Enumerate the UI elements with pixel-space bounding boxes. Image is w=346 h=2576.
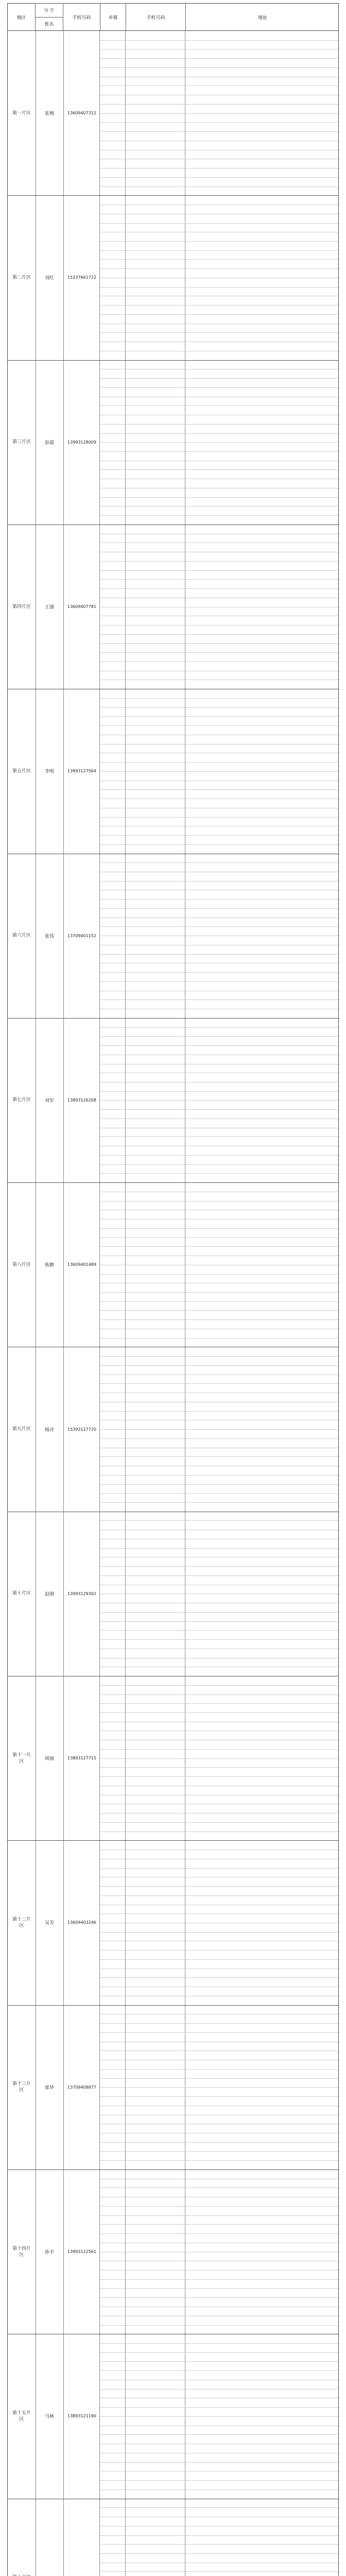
table-row xyxy=(99,1109,338,1110)
section-name: 第七片区 xyxy=(12,1097,31,1103)
section-name: 第八片区 xyxy=(12,1262,31,1267)
table-row xyxy=(99,1118,338,1119)
section-person: 郑华 xyxy=(44,2085,54,2091)
table-row xyxy=(99,643,338,644)
table-row xyxy=(99,1694,338,1695)
section-name: 第三片区 xyxy=(12,439,31,445)
table-row xyxy=(99,2480,338,2481)
header-town: 乡镇 xyxy=(100,4,126,30)
table-row xyxy=(99,2526,338,2527)
table-body xyxy=(8,31,338,2576)
table-row xyxy=(99,250,338,251)
table-row xyxy=(99,2224,338,2225)
table-row xyxy=(99,2142,338,2143)
section-person: 杨洋 xyxy=(44,1427,54,1433)
table-row xyxy=(99,1493,338,1494)
section-name: 第十一片区 xyxy=(12,1752,31,1764)
table-row xyxy=(99,58,338,59)
table-row xyxy=(99,2023,338,2024)
table-row xyxy=(99,1164,338,1165)
table-row xyxy=(99,2279,338,2280)
table-row xyxy=(99,1630,338,1631)
header-group-block xyxy=(36,4,63,30)
section-person: 张伟 xyxy=(44,934,54,939)
table-row xyxy=(99,2087,338,2088)
section-person: 张梅 xyxy=(44,111,54,117)
table-row xyxy=(99,634,338,635)
table-row xyxy=(99,1822,338,1823)
header-group: 分 片 xyxy=(44,8,55,14)
table-row xyxy=(99,1813,338,1814)
section-person: 李明 xyxy=(44,769,54,775)
table-row xyxy=(99,2032,338,2033)
section-phone: 13993129302 xyxy=(67,1591,96,1596)
table-row xyxy=(99,908,338,909)
section-phone: 13993122561 xyxy=(67,2249,96,2255)
table-row xyxy=(99,771,338,772)
section-person: 刘军 xyxy=(44,1098,54,1104)
header-village-phone: 手机号码 xyxy=(126,4,186,30)
section-phone: 15337661722 xyxy=(67,275,96,280)
table-row xyxy=(99,1365,338,1366)
table-row xyxy=(99,1959,338,1960)
table-row xyxy=(99,515,338,516)
section-phone: 13709401152 xyxy=(67,933,96,938)
table-row xyxy=(99,1310,338,1311)
section-name: 第十二片区 xyxy=(12,1917,31,1928)
table-row xyxy=(99,378,338,379)
section-name: 第五片区 xyxy=(12,768,31,774)
section-person: 赵刚 xyxy=(44,1591,54,1597)
table-row xyxy=(99,926,338,927)
table-row xyxy=(99,2507,338,2508)
table-row xyxy=(99,1895,338,1896)
table-row xyxy=(99,67,338,68)
table-row xyxy=(99,1484,338,1485)
table-row xyxy=(99,122,338,123)
table-header xyxy=(8,4,338,31)
table-row xyxy=(99,469,338,470)
table-row xyxy=(99,1977,338,1978)
table-row xyxy=(99,405,338,406)
table-row xyxy=(99,1027,338,1028)
section-person xyxy=(36,2499,63,2576)
table-row xyxy=(99,2343,338,2344)
table-row xyxy=(99,104,338,105)
section-person: 吴芳 xyxy=(44,1921,54,1926)
table-row xyxy=(99,433,338,434)
section-phone: 13609401489 xyxy=(67,1262,96,1267)
section-person: 王强 xyxy=(44,605,54,611)
header-name: 姓名 xyxy=(36,17,63,31)
table-row xyxy=(99,451,338,452)
table-row xyxy=(99,1045,338,1046)
table-row xyxy=(99,1566,338,1567)
section-person: 周丽 xyxy=(44,1756,54,1762)
table-row xyxy=(99,1612,338,1613)
header-phone: 手机号码 xyxy=(63,4,100,30)
table-row xyxy=(99,1036,338,1037)
directory-table xyxy=(7,3,339,2576)
table-row xyxy=(99,305,338,306)
table-row xyxy=(99,223,338,224)
section-person: 彭霞 xyxy=(44,440,54,446)
section-person: 刘红 xyxy=(44,276,54,281)
table-row xyxy=(99,497,338,498)
section-name: 第四片区 xyxy=(12,604,31,609)
table-row xyxy=(99,1383,338,1384)
section-phone: 15393127720 xyxy=(67,1427,96,1432)
table-row xyxy=(99,131,338,132)
table-row xyxy=(99,1950,338,1951)
section-name: 第十五片区 xyxy=(12,2410,31,2422)
table-row xyxy=(99,981,338,982)
section-phone: 13993127564 xyxy=(67,769,96,774)
table-row xyxy=(99,1932,338,1933)
table-row xyxy=(99,40,338,41)
table-row xyxy=(99,2069,338,2070)
table-row xyxy=(99,1475,338,1476)
table-row xyxy=(99,332,338,333)
table-row xyxy=(99,1758,338,1759)
table-row xyxy=(99,817,338,818)
table-row xyxy=(99,1301,338,1302)
table-row xyxy=(99,2462,338,2463)
table-row xyxy=(99,1228,338,1229)
table-row xyxy=(99,1456,338,1457)
table-row xyxy=(99,1749,338,1750)
table-row xyxy=(99,2206,338,2207)
table-row xyxy=(99,844,338,845)
table-row xyxy=(99,2416,338,2417)
table-row xyxy=(99,1411,338,1412)
table-row xyxy=(99,2160,338,2161)
table-row xyxy=(99,2215,338,2216)
table-row xyxy=(99,862,338,863)
table-row xyxy=(99,1767,338,1768)
table-row xyxy=(99,424,338,425)
table-row xyxy=(99,1429,338,1430)
table-row xyxy=(99,561,338,562)
table-row xyxy=(99,1091,338,1092)
table-row xyxy=(99,1685,338,1686)
table-row xyxy=(99,1274,338,1275)
table-row xyxy=(99,2544,338,2545)
section-name: 第十片区 xyxy=(12,1591,31,1597)
column-divider xyxy=(125,31,126,2576)
header-address: 地址 xyxy=(257,15,267,21)
table-row xyxy=(99,707,338,708)
table-row xyxy=(99,2078,338,2079)
table-row xyxy=(99,1639,338,1640)
table-row xyxy=(99,2096,338,2097)
table-row xyxy=(99,1868,338,1869)
section-person: 陈静 xyxy=(44,1263,54,1268)
table-row xyxy=(99,259,338,260)
table-row xyxy=(99,1502,338,1503)
table-row xyxy=(99,2571,338,2572)
table-row xyxy=(99,177,338,178)
table-row xyxy=(99,2325,338,2326)
table-row xyxy=(99,2489,338,2490)
table-row xyxy=(99,588,338,589)
table-row xyxy=(99,1438,338,1439)
table-row xyxy=(99,1292,338,1293)
table-row xyxy=(99,2535,338,2536)
table-row xyxy=(99,1319,338,1320)
table-row xyxy=(99,113,338,114)
table-row xyxy=(99,1520,338,1521)
table-row xyxy=(99,1621,338,1622)
section-phone: 13893126208 xyxy=(67,1097,96,1103)
section-phone: 13709408877 xyxy=(67,2084,96,2090)
table-row xyxy=(99,2050,338,2051)
section-name: 第十四片区 xyxy=(12,2246,31,2258)
table-row xyxy=(99,2370,338,2371)
table-row xyxy=(99,2233,338,2234)
section-name: 第十三片区 xyxy=(12,2081,31,2093)
table-row xyxy=(99,1173,338,1174)
table-row xyxy=(99,2434,338,2435)
table-row xyxy=(99,1886,338,1887)
section-phone: 13893121190 xyxy=(67,2414,96,2419)
table-row xyxy=(99,725,338,726)
table-row xyxy=(99,268,338,269)
table-row xyxy=(99,2553,338,2554)
table-row xyxy=(99,1776,338,1777)
table-row xyxy=(99,442,338,443)
section-phone: 13993128009 xyxy=(67,439,96,445)
section-name: 第二片区 xyxy=(12,275,31,280)
table-row xyxy=(99,2407,338,2408)
table-row xyxy=(99,716,338,717)
table-row xyxy=(99,2297,338,2298)
table-row xyxy=(99,1703,338,1704)
table-row xyxy=(99,314,338,315)
section-person: 马林 xyxy=(44,2414,54,2420)
section-person: 孙平 xyxy=(44,2250,54,2256)
table-row xyxy=(99,2361,338,2362)
section-name: 第九片区 xyxy=(12,1427,31,1432)
section-phone: 13893127715 xyxy=(67,1756,96,1761)
section-phone xyxy=(63,2499,100,2576)
table-row xyxy=(99,1575,338,1576)
section-name: 第一片区 xyxy=(12,110,31,116)
section-phone: 13609407312 xyxy=(67,111,96,116)
section-name: 第六片区 xyxy=(12,933,31,939)
table-row xyxy=(99,2352,338,2353)
section-name xyxy=(8,2499,36,2576)
table-row xyxy=(99,1246,338,1247)
table-row xyxy=(99,835,338,836)
table-row xyxy=(99,789,338,790)
table-row xyxy=(99,1548,338,1549)
table-row xyxy=(99,387,338,388)
header-region: 地区 xyxy=(8,4,36,30)
section-phone: 13609403246 xyxy=(67,1920,96,1925)
table-row xyxy=(99,579,338,580)
table-row xyxy=(99,954,338,955)
table-row xyxy=(99,570,338,571)
section-phone: 13609407781 xyxy=(67,604,96,609)
table-row xyxy=(99,1913,338,1914)
table-row xyxy=(99,241,338,242)
table-row xyxy=(99,899,338,900)
table-row xyxy=(99,999,338,1000)
table-row xyxy=(99,972,338,973)
table-row xyxy=(99,1155,338,1156)
table-row xyxy=(99,698,338,699)
table-row xyxy=(99,652,338,653)
table-row xyxy=(99,881,338,882)
table-row xyxy=(99,1356,338,1357)
